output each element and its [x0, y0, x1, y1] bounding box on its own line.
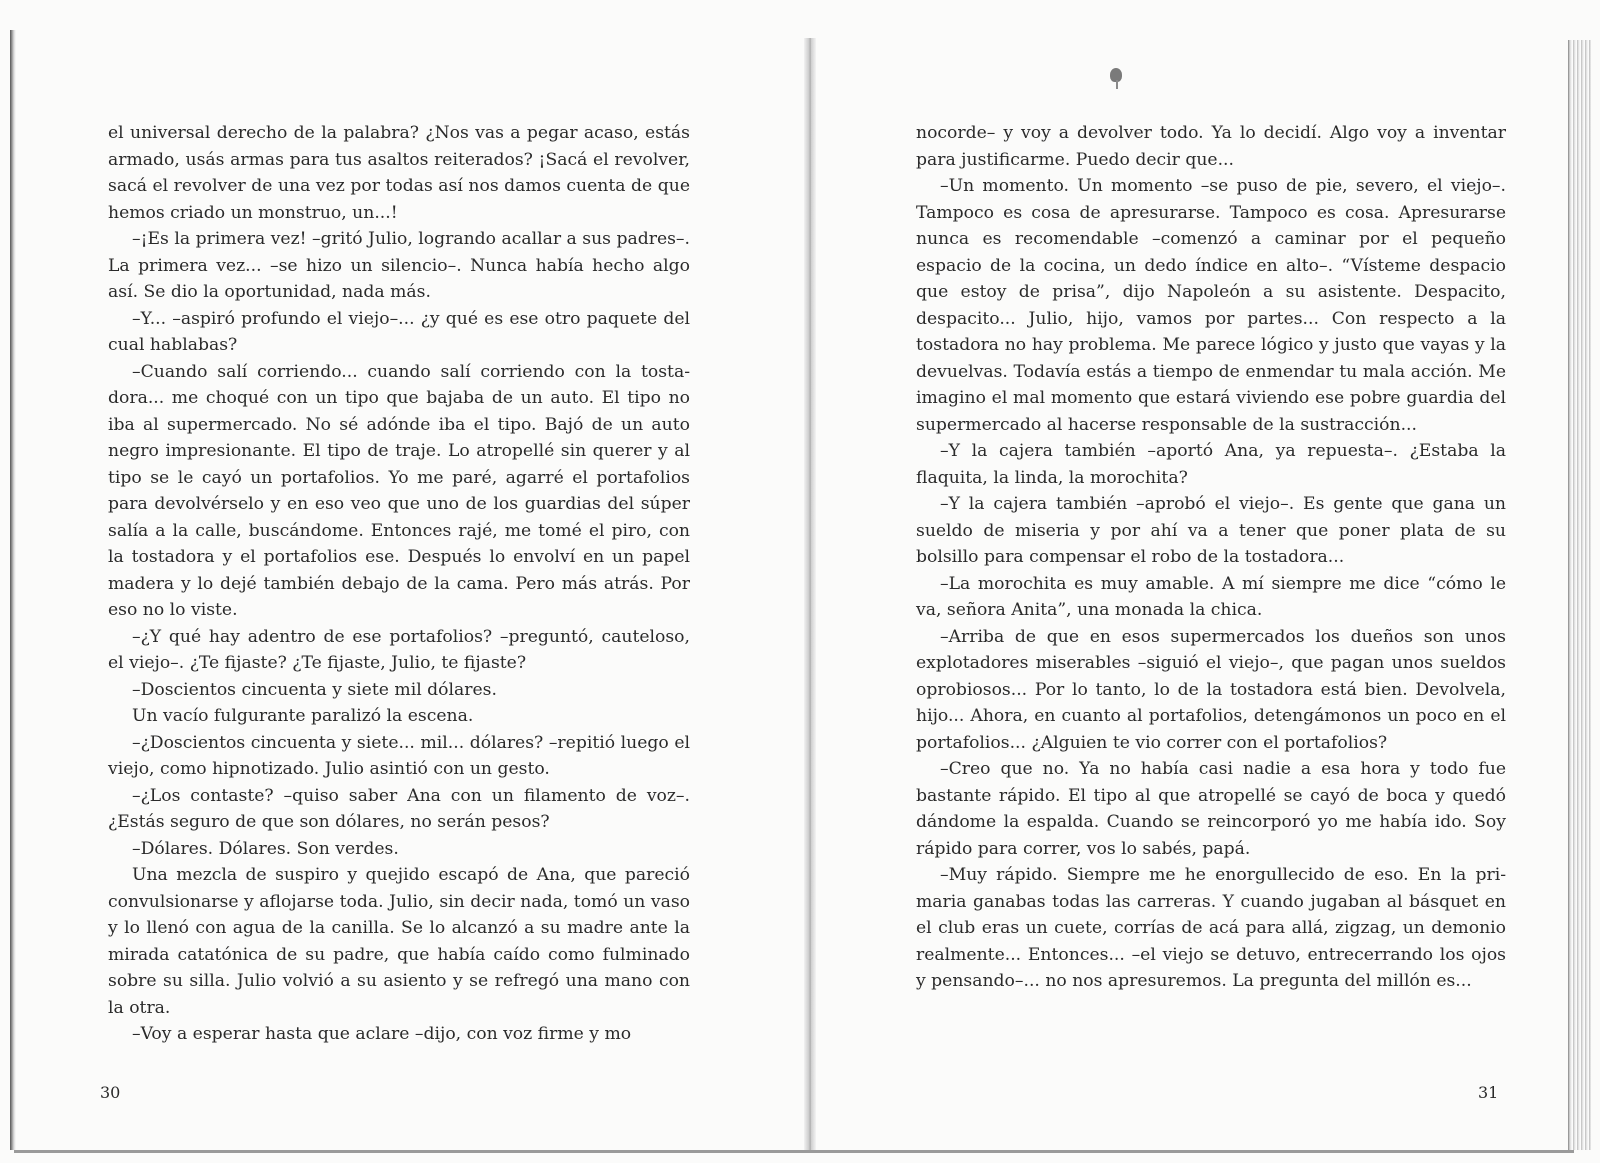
- ink-stain: [1110, 68, 1122, 82]
- right-page-text: [916, 120, 1506, 995]
- paragraph: –Muy rápido. Siempre me he enorgullecido de eso. En la primaria ganabas todas las carreras. Y cuando jugaban al básquet en el club eras un cuete, corrías de acá para allá, zigzag, un demonio realmente... Entonces... –el viejo se detuvo, entrecerrando los ojos y pensando–... no nos apresuremos. La pregunta del millón es...: [916, 865, 1506, 991]
- paragraph: –¿Y qué hay adentro de ese portafolios? –preguntó, cauteloso, el viejo–. ¿Te fijaste? ¿Te fijaste, Julio, te fijaste?: [108, 626, 690, 673]
- paragraph: –Voy a esperar hasta que aclare –dijo, con voz firme y mo: [132, 1024, 632, 1044]
- paragraph: –Cuando salí corriendo... cuando salí corriendo con la tostadora... me choqué con un tipo que bajaba de un auto. El tipo no iba al supermercado. No sé adónde iba el tipo. Bajó de un auto negro impresionante. El tipo de traje. Lo atropellé sin querer y al tipo se le cayó un portafolios. Yo me paré, agarré el portafolios para devolvérselo y en eso veo que uno de los guardias del súper salía a la calle, buscándome. Entonces rajé, me tomé el piro, con la tostadora y el portafolios ese. Después lo envolví en un papel madera y lo dejé también debajo de la cama. Pero más atrás. Por eso no lo viste.: [108, 361, 690, 620]
- paragraph: –Y la cajera también –aportó Ana, ya repuesta–. ¿Estaba la flaquita, la linda, la morochita?: [916, 441, 1506, 488]
- paragraph: –¿Doscientos cincuenta y siete... mil... dólares? –repitió luego el viejo, como hipnotizado. Julio asintió con un gesto.: [108, 732, 690, 779]
- left-page-edge: [10, 30, 16, 1150]
- paragraph: –¡Es la primera vez! –gritó Julio, logrando acallar a sus padres–. La primera vez... –se hizo un silencio–. Nunca había hecho algo así. Se dio la oportunidad, nada más.: [108, 229, 690, 302]
- paragraph: Un vacío fulgurante paralizó la escena.: [132, 706, 474, 726]
- paragraph: –Y... –aspiró profundo el viejo–... ¿y qué es ese otro paquete del cual hablabas?: [108, 308, 690, 355]
- right-page-edges: [1568, 40, 1591, 1150]
- paragraph: Una mezcla de suspiro y quejido escapó de Ana, que pareció convulsionarse y aflojarse toda. Julio, sin decir nada, tomó un vaso y lo llenó con agua de la canilla. Se lo alcanzó a su madre ante la mirada catatónica de su padre, que había caído como fulminado sobre su silla. Julio volvió a su asiento y se refregó una mano con la otra.: [108, 865, 690, 1018]
- page-number-left: 30: [100, 1083, 121, 1102]
- book-gutter: [804, 38, 816, 1153]
- paragraph: –Y la cajera también –aprobó el viejo–. Es gente que gana un sueldo de miseria y por ahí va a tener que poner plata de su bolsillo para compensar el robo de la tostadora...: [916, 494, 1506, 567]
- paragraph: –Doscientos cincuenta y siete mil dólares.: [132, 679, 497, 700]
- paragraph: nocorde– y voy a devolver todo. Ya lo decidí. Algo voy a inventar para justificarme. Puedo decir que...: [916, 123, 1506, 170]
- paragraph: –Dólares. Dólares. Son verdes.: [132, 838, 399, 859]
- paragraph: –¿Los contaste? –quiso saber Ana con un filamento de voz–. ¿Estás seguro de que son dólares, no serán pesos?: [108, 785, 690, 832]
- paragraph: –Arriba de que en esos supermercados los dueños son unos explotadores miserables –siguió el viejo–, que pagan unos sueldos oprobiosos... Por lo tanto, lo de la tostadora está bien. Devolvela, hijo... Ahora, en cuanto al portafolios, detengámonos un poco en el portafolios... ¿Alguien te vio correr con el portafolios?: [916, 626, 1506, 753]
- paragraph: –Creo que no. Ya no había casi nadie a esa hora y todo fue bastante rápido. El tipo al que atropellé se cayó de boca y quedó dándome la espalda. Cuando se reincorporó yo me había ido. Soy rápido para correr, vos lo sabés, papá.: [916, 759, 1506, 859]
- left-page-text: [108, 120, 690, 1048]
- bottom-page-edge: [14, 1150, 1574, 1153]
- page-number-right: 31: [1478, 1083, 1499, 1102]
- paragraph: –Un momento. Un momento –se puso de pie, severo, el viejo–. Tampoco es cosa de apresurarse. Tampoco es cosa. Apresurarse nunca es recomendable –comenzó a caminar por el pequeño espacio de la cocina, un dedo índice en alto–. “Vísteme despacio que estoy de prisa”, dijo Napoleón a su asistente. Despacito, despacito... Julio, hijo, vamos por partes... Con respecto a la tostadora no hay problema. Me parece lógico y justo que vayas y la devuelvas. Todavía estás a tiempo de enmendar tu mala acción. Me imagino el mal momento que estará viviendo ese pobre guardia del supermercado al hacerse responsable de la sustracción...: [916, 176, 1506, 435]
- paragraph: el universal derecho de la palabra? ¿Nos vas a pegar acaso, estás armado, usás armas para tus asaltos reiterados? ¡Sacá el revolver, sacá el revolver de una vez por todas así nos damos cuenta de que hemos criado un monstruo, un...!: [108, 123, 690, 223]
- paragraph: –La morochita es muy amable. A mí siempre me dice “cómo le va, señora Anita”, una monada la chica.: [916, 573, 1506, 620]
